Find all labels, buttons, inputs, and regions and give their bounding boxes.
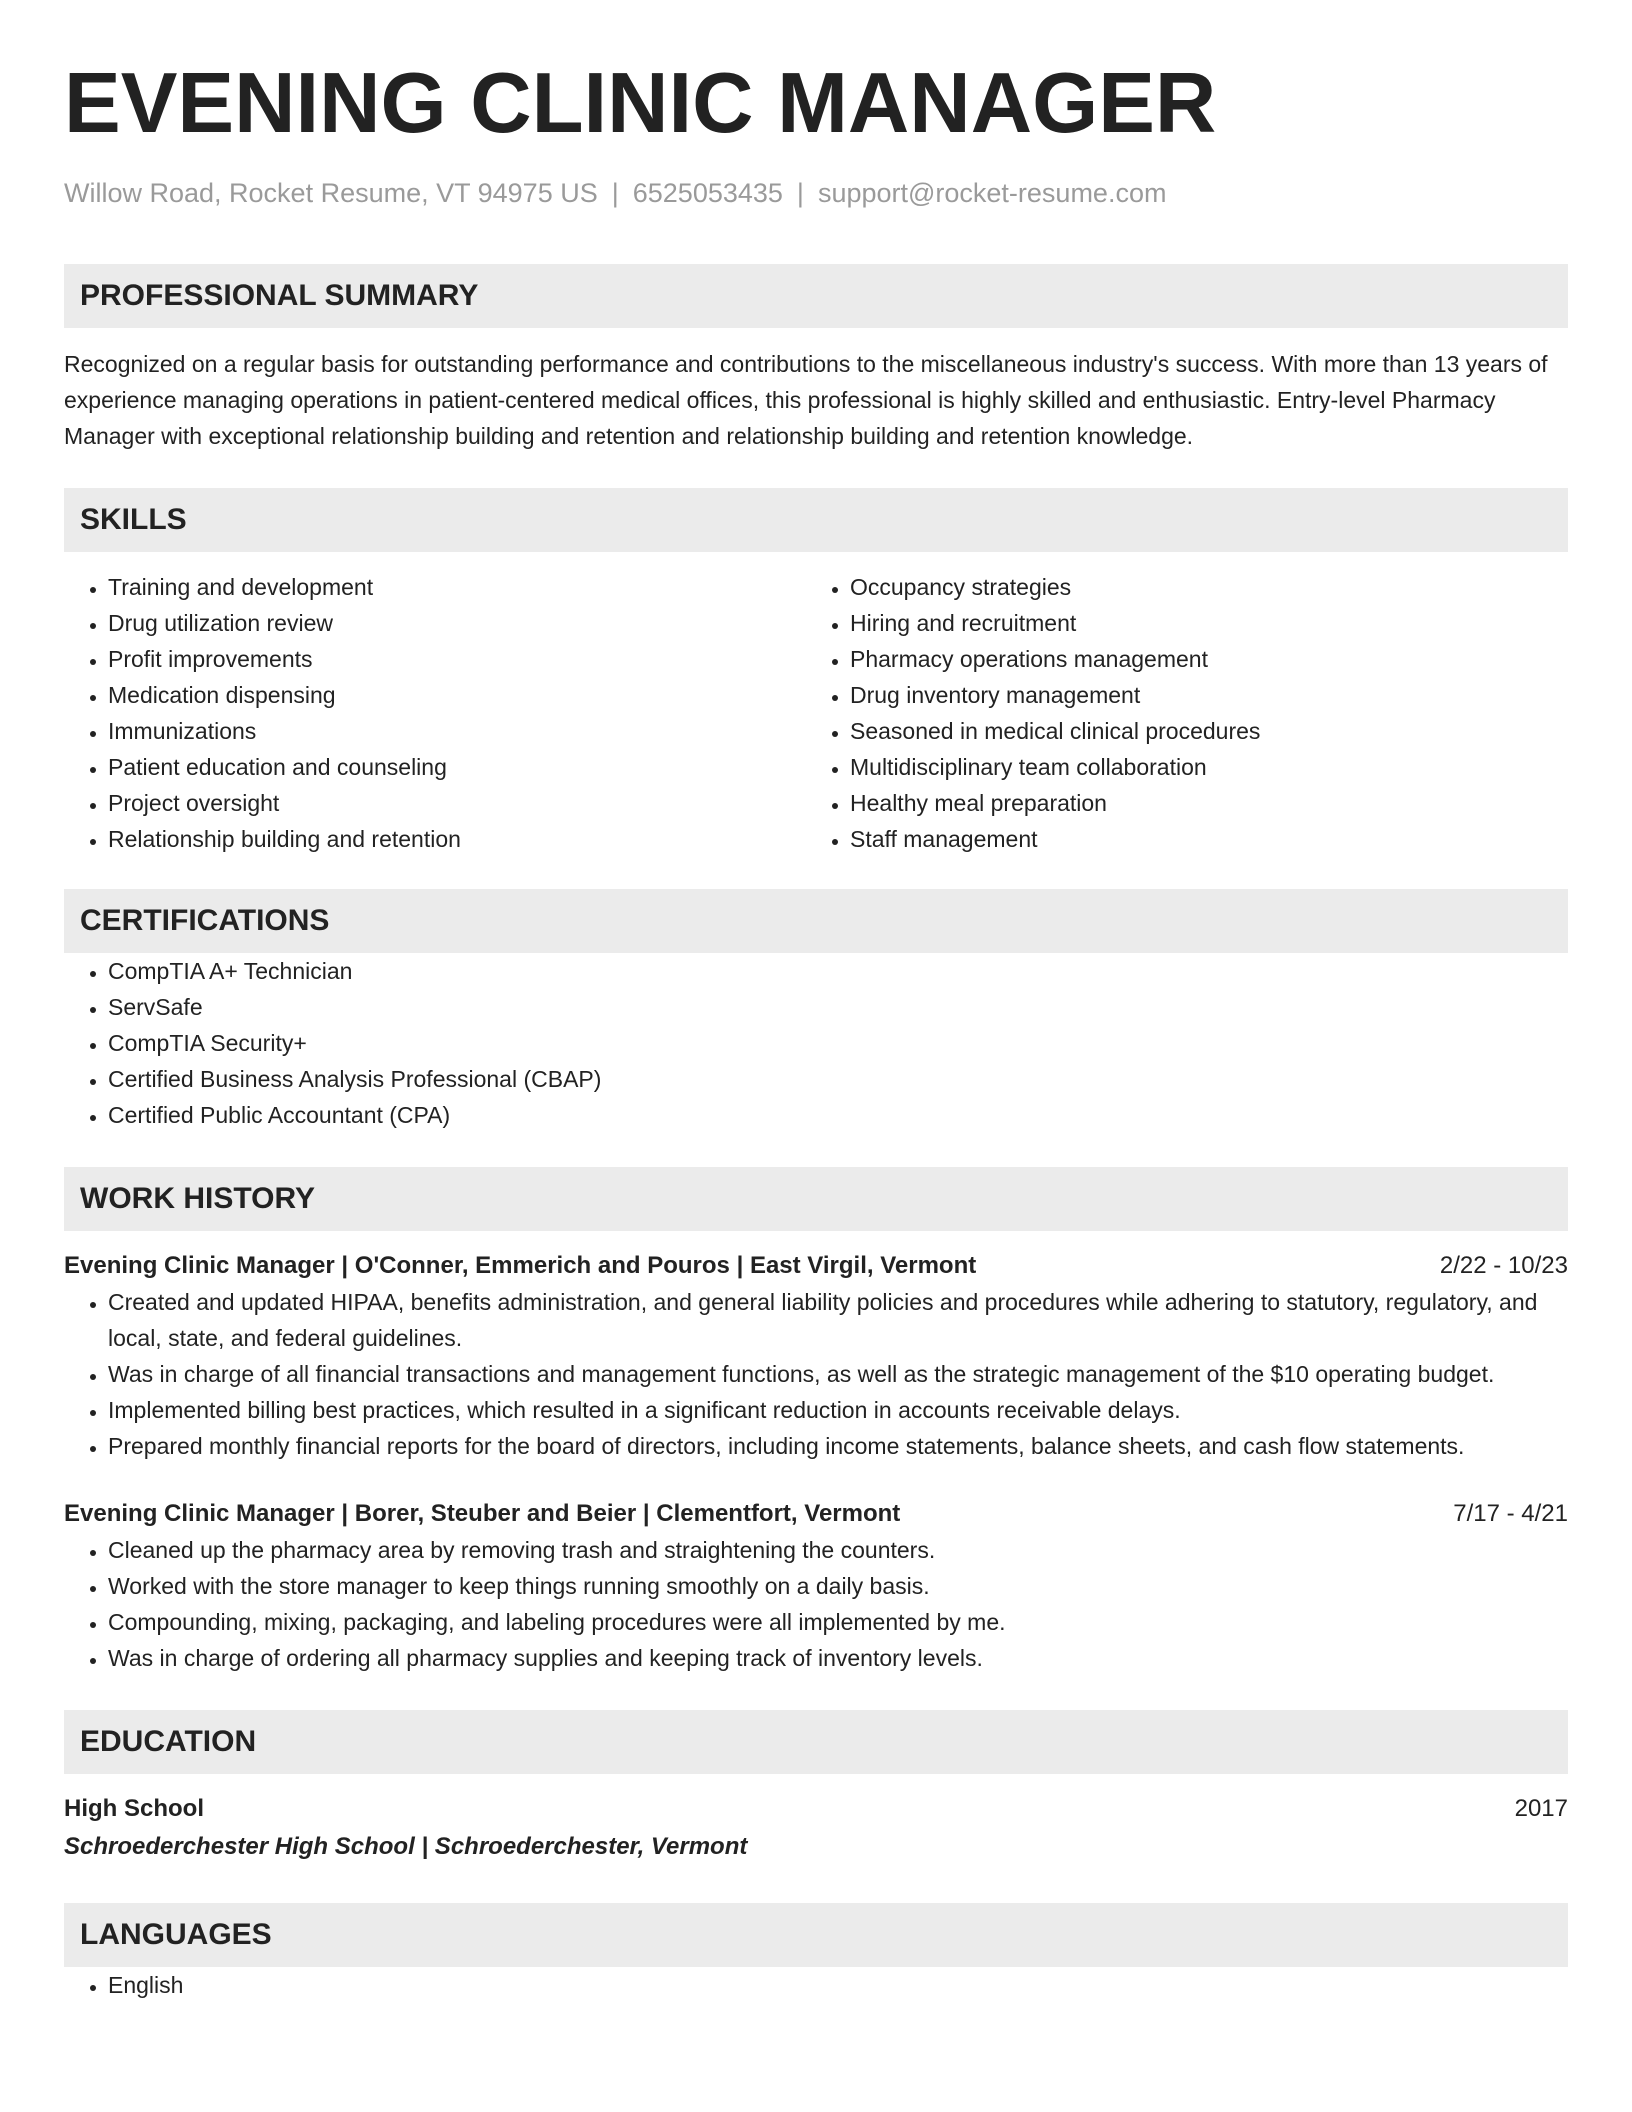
job-bullet: • Was in charge of ordering all pharmacy supplies and keeping track of inventory levels. bbox=[108, 1640, 1568, 1676]
education-school: Schroederchester High School | Schroederchester, Vermont bbox=[64, 1833, 748, 1860]
job-bullet: • Compounding, mixing, packaging, and labeling procedures were all implemented by me. bbox=[108, 1604, 1568, 1640]
contact-separator: | bbox=[796, 178, 804, 208]
skill-item: • Profit improvements bbox=[108, 641, 806, 677]
job-bullets bbox=[64, 1532, 1568, 1676]
education-heading: EDUCATION bbox=[64, 1710, 1568, 1774]
skill-item: • Drug utilization review bbox=[108, 605, 806, 641]
job-bullet: • Worked with the store manager to keep things running smoothly on a daily basis. bbox=[108, 1568, 1568, 1604]
certification-item: • Certified Business Analysis Professional (CBAP) bbox=[108, 1061, 1568, 1097]
job-bullet: • Implemented billing best practices, which resulted in a significant reduction in accounts receivable delays. bbox=[108, 1392, 1568, 1428]
contact-line bbox=[64, 176, 1568, 210]
skills-column-left bbox=[64, 569, 806, 857]
job-bullet: • Created and updated HIPAA, benefits administration, and general liability policies and procedures while adhering to statutory, regulatory, and local, state, and federal guidelines. bbox=[108, 1284, 1568, 1356]
job-bullets bbox=[64, 1284, 1568, 1464]
certifications-list bbox=[64, 953, 1568, 1133]
skill-item: • Seasoned in medical clinical procedures bbox=[850, 713, 1548, 749]
job-bullet: • Was in charge of all financial transactions and management functions, as well as the strategic management of the $10 operating budget. bbox=[108, 1356, 1568, 1392]
languages-heading: LANGUAGES bbox=[64, 1903, 1568, 1967]
skill-item: • Immunizations bbox=[108, 713, 806, 749]
contact-phone: 6525053435 bbox=[632, 178, 783, 208]
job-dates: 7/17 - 4/21 bbox=[1453, 1500, 1568, 1527]
skill-item: • Training and development bbox=[108, 569, 806, 605]
certification-item: • CompTIA A+ Technician bbox=[108, 953, 1568, 989]
education-degree: High School bbox=[64, 1795, 204, 1822]
work-history-heading: WORK HISTORY bbox=[64, 1167, 1568, 1231]
summary-text: Recognized on a regular basis for outstanding performance and contributions to the miscellaneous industry's success. With more than 13 years of experience managing operations in patient-centered medical offices, this professional is highly skilled and enthusiastic. Entry-level Pharmacy Manager with exceptional relationship building and retention and relationship building and retention knowledge. bbox=[64, 351, 1548, 449]
skill-item: • Project oversight bbox=[108, 785, 806, 821]
skill-item: • Patient education and counseling bbox=[108, 749, 806, 785]
contact-address: Willow Road, Rocket Resume, VT 94975 US bbox=[64, 178, 598, 208]
certification-item: • ServSafe bbox=[108, 989, 1568, 1025]
resume-name: EVENING CLINIC MANAGER bbox=[64, 56, 1217, 151]
skill-item: • Pharmacy operations management bbox=[850, 641, 1548, 677]
skills-grid bbox=[64, 569, 1568, 857]
skill-item: • Hiring and recruitment bbox=[850, 605, 1548, 641]
skill-item: • Occupancy strategies bbox=[850, 569, 1548, 605]
job-bullet: • Prepared monthly financial reports for the board of directors, including income statements, balance sheets, and cash flow statements. bbox=[108, 1428, 1568, 1464]
skill-item: • Multidisciplinary team collaboration bbox=[850, 749, 1548, 785]
contact-separator: | bbox=[611, 178, 619, 208]
education-row bbox=[64, 1791, 1568, 1827]
skill-item: • Drug inventory management bbox=[850, 677, 1548, 713]
job-title-row bbox=[64, 1496, 1568, 1532]
certification-item: • Certified Public Accountant (CPA) bbox=[108, 1097, 1568, 1133]
job-title: Evening Clinic Manager | Borer, Steuber and Beier | Clementfort, Vermont bbox=[64, 1500, 901, 1527]
skills-heading: SKILLS bbox=[64, 488, 1568, 552]
job-bullet: • Cleaned up the pharmacy area by removing trash and straightening the counters. bbox=[108, 1532, 1568, 1568]
skill-item: • Medication dispensing bbox=[108, 677, 806, 713]
job-title-row bbox=[64, 1248, 1568, 1284]
skills-column-right bbox=[806, 569, 1548, 857]
certifications-heading: CERTIFICATIONS bbox=[64, 889, 1568, 953]
certification-item: • CompTIA Security+ bbox=[108, 1025, 1568, 1061]
education-year: 2017 bbox=[1514, 1795, 1568, 1822]
languages-list bbox=[64, 1967, 1568, 2003]
contact-email: support@rocket-resume.com bbox=[817, 178, 1167, 208]
skill-item: • Staff management bbox=[850, 821, 1548, 857]
skill-item: • Healthy meal preparation bbox=[850, 785, 1548, 821]
job-dates: 2/22 - 10/23 bbox=[1439, 1252, 1568, 1279]
skill-item: • Relationship building and retention bbox=[108, 821, 806, 857]
summary-heading: PROFESSIONAL SUMMARY bbox=[64, 264, 1568, 328]
language-item: • English bbox=[108, 1967, 1568, 2003]
job-title: Evening Clinic Manager | O'Conner, Emmerich and Pouros | East Virgil, Vermont bbox=[64, 1252, 977, 1279]
